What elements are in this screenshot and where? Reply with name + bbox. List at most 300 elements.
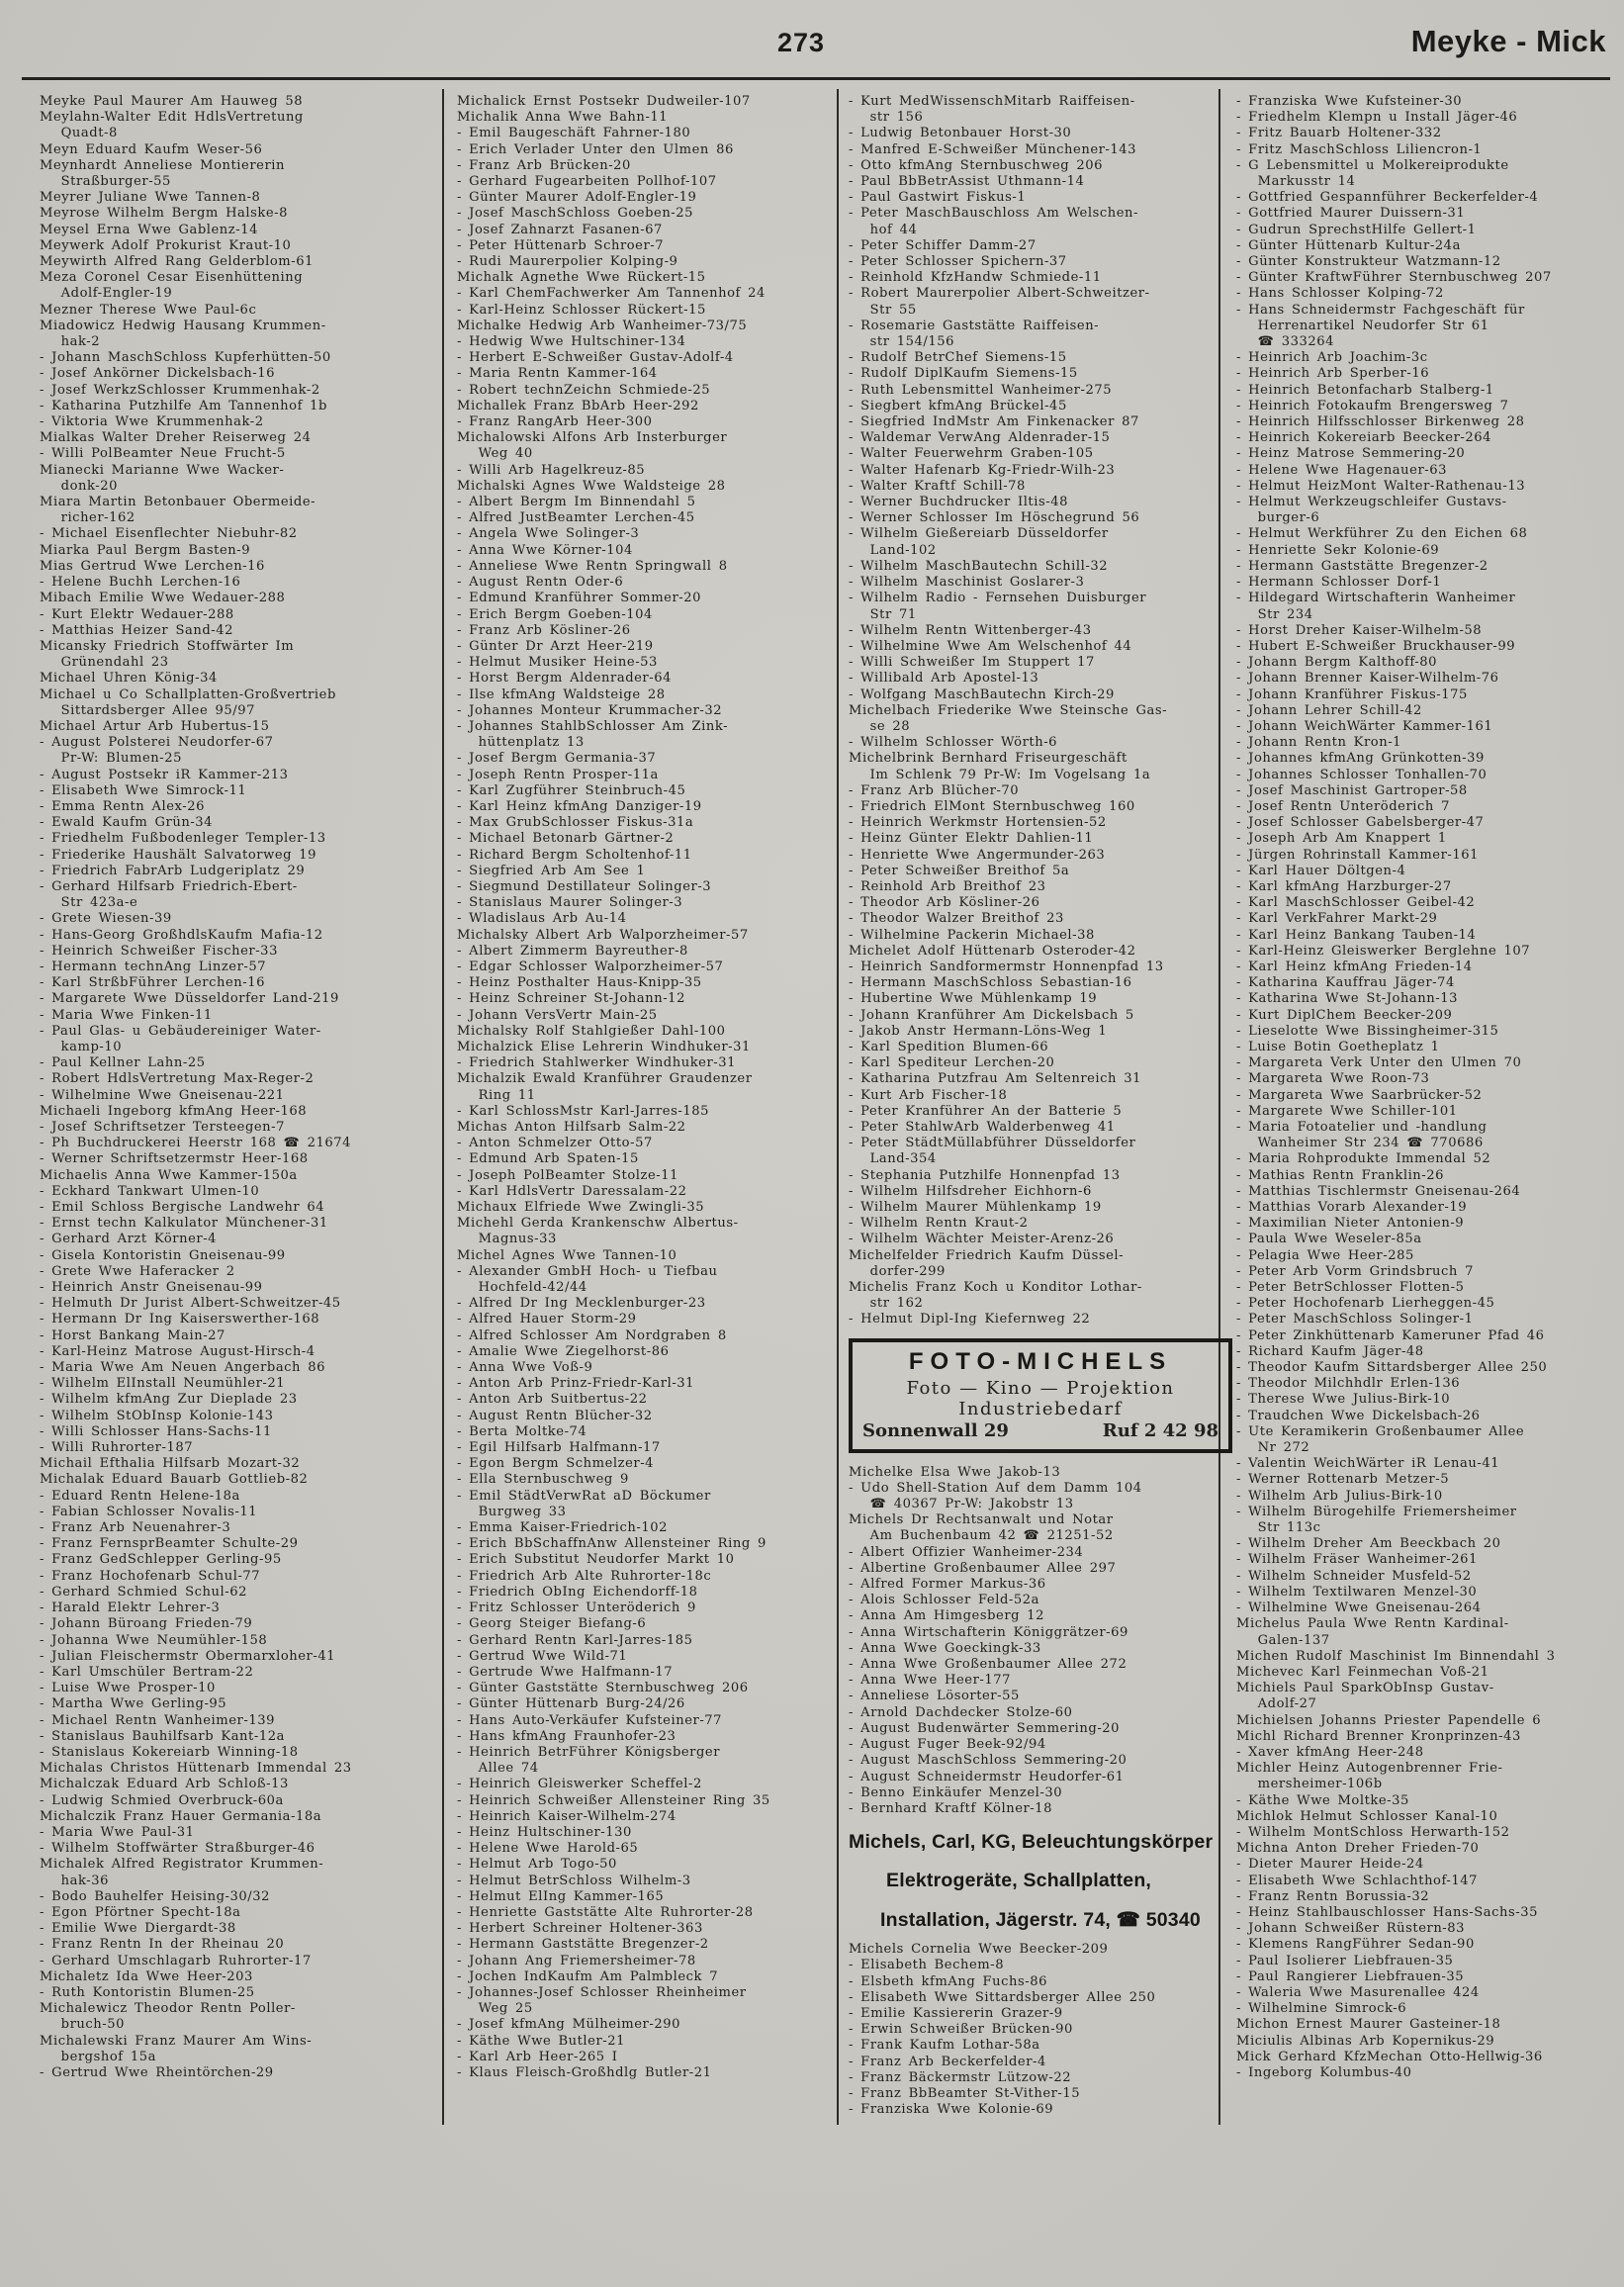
- directory-entry: - Albert Zimmerm Bayreuther-8: [457, 943, 688, 959]
- directory-entry: - Johann Bergm Kalthoff-80: [1236, 655, 1438, 671]
- directory-entry: - Traudchen Wwe Dickelsbach-26: [1236, 1408, 1481, 1423]
- directory-entry: - Siegfried Arb Am See 1: [457, 863, 646, 878]
- directory-entry: - Siegfried IndMstr Am Finkenacker 87: [849, 414, 1139, 430]
- directory-entry: - Ruth Kontoristin Blumen-25: [40, 1984, 255, 2000]
- directory-entry: - Heinrich Arb Joachim-3c: [1236, 350, 1428, 366]
- directory-entry: - Wilhelm Rentn Wittenberger-43: [849, 622, 1092, 638]
- directory-entry: - Katharina Kauffrau Jäger-74: [1236, 975, 1455, 991]
- directory-entry: - Henriette Sekr Kolonie-69: [1236, 542, 1440, 558]
- directory-entry: - Gertrud Wwe Rheintörchen-29: [40, 2064, 274, 2080]
- directory-entry: Michevec Karl Feinmechan Voß-21: [1236, 1664, 1489, 1680]
- directory-entry: - Heinrich Hilfsschlosser Birkenweg 28: [1236, 414, 1525, 430]
- directory-entry: - Johannes kfmAng Grünkotten-39: [1236, 751, 1485, 767]
- directory-entry: - Heinz Günter Elektr Dahlien-11: [849, 831, 1094, 847]
- directory-entry: - Wilhelm ElInstall Neumühler-21: [40, 1376, 286, 1392]
- ad-subtitle: Foto — Kino — Projektion: [906, 1377, 1175, 1399]
- directory-entry: - Fritz Schlosser Unteröderich 9: [457, 1601, 696, 1616]
- directory-entry: Michalczik Franz Hauer Germania-18a: [40, 1808, 322, 1824]
- directory-entry: - Margareta Wwe Saarbrücker-52: [1236, 1087, 1483, 1103]
- directory-entry: - Heinrich Betonfacharb Stalberg-1: [1236, 382, 1494, 398]
- directory-entry: richer-162: [40, 510, 135, 526]
- directory-entry: Michalzik Ewald Kranführer Graudenzer: [457, 1071, 753, 1087]
- directory-entry: Michler Heinz Autogenbrenner Frie-: [1236, 1761, 1503, 1777]
- directory-entry: Michalski Agnes Wwe Waldsteige 28: [457, 478, 726, 494]
- directory-column-3: [849, 94, 1236, 2118]
- directory-entry: - Peter Hüttenarb Schroer-7: [457, 237, 665, 253]
- directory-entry: - Johannes Schlosser Tonhallen-70: [1236, 767, 1488, 782]
- directory-entry: Quadt-8: [40, 126, 118, 141]
- directory-entry: - Theodor Kaufm Sittardsberger Allee 250: [1236, 1360, 1548, 1376]
- directory-entry: - Heinrich Werkmstr Hortensien-52: [849, 815, 1107, 831]
- directory-entry: - Peter Schlosser Spichern-37: [849, 254, 1067, 270]
- directory-entry: - Wilhelm MaschBautechn Schill-32: [849, 558, 1109, 574]
- ad-phone: Ruf 2 42 98: [1102, 1419, 1218, 1441]
- directory-entry: - Hermann technAng Linzer-57: [40, 959, 267, 974]
- directory-entry: - Johann VersVertr Main-25: [457, 1007, 658, 1023]
- directory-entry: - Margareta Verk Unter den Ulmen 70: [1236, 1055, 1522, 1071]
- directory-entry: - Emil StädtVerwRat aD Böckumer: [457, 1488, 711, 1504]
- directory-entry: - August MaschSchloss Semmering-20: [849, 1753, 1128, 1769]
- directory-entry: - Gudrun SprechstHilfe Gellert-1: [1236, 222, 1477, 237]
- directory-entry: str 154/156: [849, 334, 954, 350]
- directory-entry: - Josef kfmAng Mülheimer-290: [457, 2017, 680, 2033]
- directory-entry: - Rosemarie Gaststätte Raiffeisen-: [849, 318, 1100, 333]
- directory-entry: - Stephania Putzhilfe Honnenpfad 13: [849, 1167, 1121, 1183]
- directory-entry: - Josef Zahnarzt Fasanen-67: [457, 222, 663, 237]
- directory-entry: Herrenartikel Neudorfer Str 61: [1236, 318, 1489, 333]
- directory-entry: - Elisabeth Wwe Schlachthof-147: [1236, 1873, 1479, 1888]
- directory-entry: - Gisela Kontoristin Gneisenau-99: [40, 1247, 286, 1263]
- directory-entry: - Horst Bankang Main-27: [40, 1327, 226, 1343]
- directory-entry: - Peter BetrSchlosser Flotten-5: [1236, 1280, 1465, 1296]
- directory-entry: - Michael Rentn Wanheimer-139: [40, 1712, 275, 1728]
- directory-entry: - Helene Wwe Hagenauer-63: [1236, 462, 1447, 478]
- directory-entry: - Bernhard Kraftf Kölner-18: [849, 1800, 1053, 1816]
- directory-entry: - Gertrud Wwe Wild-71: [457, 1648, 628, 1664]
- directory-entry: - Johann Kranführer Fiskus-175: [1236, 686, 1468, 702]
- directory-entry: - Henriette Gaststätte Alte Ruhrorter-28: [457, 1904, 754, 1920]
- directory-entry: - Paul Rangierer Liebfrauen-35: [1236, 1968, 1465, 1984]
- directory-entry: - Johannes-Josef Schlosser Rheinheimer: [457, 1984, 747, 2000]
- directory-entry: Michalek Alfred Registrator Krummen-: [40, 1857, 324, 1873]
- directory-entry: - Lieselotte Wwe Bissingheimer-315: [1236, 1023, 1499, 1039]
- directory-entry: - Siegbert kfmAng Brückel-45: [849, 398, 1067, 413]
- directory-entry: - Johanna Wwe Neumühler-158: [40, 1632, 268, 1648]
- directory-entry: - Günter Maurer Adolf-Engler-19: [457, 190, 697, 206]
- directory-entry: - Josef Schlosser Gabelsberger-47: [1236, 815, 1485, 831]
- directory-entry: - Matthias Vorarb Alexander-19: [1236, 1200, 1468, 1216]
- directory-entry: - Elsbeth kfmAng Fuchs-86: [849, 1973, 1048, 1989]
- directory-entry: - Ph Buchdruckerei Heerstr 168 ☎ 21674: [40, 1136, 352, 1151]
- directory-entry: - Ingeborg Kolumbus-40: [1236, 2064, 1412, 2080]
- directory-entry: - Katharina Wwe St-Johann-13: [1236, 991, 1458, 1007]
- directory-entry: - Alexander GmbH Hoch- u Tiefbau: [457, 1263, 718, 1279]
- directory-entry: - Reinhold KfzHandw Schmiede-11: [849, 270, 1102, 286]
- directory-entry: - Karl Umschüler Bertram-22: [40, 1664, 254, 1680]
- directory-entry: - Walter Feuerwehrm Graben-105: [849, 446, 1094, 462]
- directory-entry: - Michael Betonarb Gärtner-2: [457, 831, 675, 847]
- directory-entry: - Karl ChemFachwerker Am Tannenhof 24: [457, 286, 766, 302]
- directory-entry: Michael u Co Schallplatten-Großvertrieb: [40, 686, 336, 702]
- directory-entry: - Valentin WeichWärter iR Lenau-41: [1236, 1456, 1500, 1472]
- directory-entry: - Josef Maschinist Gartroper-58: [1236, 782, 1468, 798]
- directory-entry: - Anna Wwe Goeckingk-33: [849, 1640, 1041, 1656]
- directory-entry: - Peter Schiffer Damm-27: [849, 237, 1037, 253]
- directory-entry: - Wilhelm kfmAng Zur Dieplade 23: [40, 1392, 298, 1408]
- directory-entry: - Friedhelm Fußbodenleger Templer-13: [40, 831, 326, 847]
- directory-entry: - Willibald Arb Apostel-13: [849, 671, 1039, 686]
- directory-entry: Str 113c: [1236, 1520, 1321, 1536]
- directory-entry: - Maria Fotoatelier und -handlung: [1236, 1120, 1488, 1135]
- directory-entry: - Karl MaschSchlosser Geibel-42: [1236, 895, 1476, 911]
- directory-entry: - Karl-Heinz Schlosser Rückert-15: [457, 302, 706, 318]
- michels-carl-inline-ad: [849, 1831, 1236, 1932]
- directory-entry: mersheimer-106b: [1236, 1777, 1383, 1792]
- directory-entry: - Otto kfmAng Sternbuschweg 206: [849, 157, 1104, 173]
- directory-entry: Michen Rudolf Maschinist Im Binnendahl 3: [1236, 1648, 1556, 1664]
- directory-entry: Michelis Franz Koch u Konditor Lothar-: [849, 1280, 1142, 1296]
- directory-entry: - Kurt DiplChem Beecker-209: [1236, 1007, 1453, 1023]
- directory-entry: - Horst Dreher Kaiser-Wilhelm-58: [1236, 622, 1483, 638]
- directory-entry: - Emma Kaiser-Friedrich-102: [457, 1520, 669, 1536]
- directory-entry: Michaux Elfriede Wwe Zwingli-35: [457, 1200, 705, 1216]
- directory-entry: Magnus-33: [457, 1232, 557, 1247]
- directory-entry: - Wilhelmine Wwe Gneisenau-221: [40, 1087, 285, 1103]
- directory-entry: - Edgar Schlosser Walporzheimer-57: [457, 959, 724, 974]
- directory-entry: - Siegmund Destillateur Solinger-3: [457, 878, 712, 894]
- directory-entry: - Wilhelm MontSchloss Herwarth-152: [1236, 1824, 1510, 1840]
- directory-entry: - Karl-Heinz Gleiswerker Berglehne 107: [1236, 943, 1531, 959]
- directory-entry: - Jürgen Rohrinstall Kammer-161: [1236, 847, 1480, 863]
- directory-entry: - Heinrich BetrFührer Königsberger: [457, 1744, 721, 1760]
- directory-entry: - Erich BbSchaffnAnw Allensteiner Ring 9: [457, 1536, 767, 1552]
- directory-entry: Michels Cornelia Wwe Beecker-209: [849, 1942, 1109, 1958]
- directory-entry: - Matthias Heizer Sand-42: [40, 622, 233, 638]
- directory-entry: - Johannes Monteur Krummacher-32: [457, 702, 723, 718]
- directory-entry: - Ludwig Schmied Overbruck-60a: [40, 1792, 284, 1808]
- directory-entry: - Edmund Kranführer Sommer-20: [457, 591, 702, 606]
- directory-entry: - Heinrich Kokereiarb Beecker-264: [1236, 430, 1492, 446]
- directory-entry: - Wilhelmine Simrock-6: [1236, 2001, 1407, 2017]
- directory-entry: - Friederike Haushält Salvatorweg 19: [40, 847, 317, 863]
- directory-entry: - Anneliese Lösorter-55: [849, 1689, 1020, 1704]
- directory-entry: - Franz GedSchlepper Gerling-95: [40, 1552, 282, 1568]
- directory-entry: - Erich Bergm Goeben-104: [457, 606, 653, 622]
- directory-entry: - Gerhard Hilfsarb Friedrich-Ebert-: [40, 878, 298, 894]
- directory-entry: - Michael Eisenflechter Niebuhr-82: [40, 526, 298, 542]
- directory-entry: - Johann Rentn Kron-1: [1236, 735, 1402, 751]
- directory-entry: hak-36: [40, 1873, 109, 1888]
- directory-entry: - August Fuger Beek-92/94: [849, 1737, 1046, 1753]
- directory-entry: - Maria Rentn Kammer-164: [457, 366, 658, 382]
- directory-entry: Michalsky Albert Arb Walporzheimer-57: [457, 927, 749, 943]
- directory-entry: - Wilhelm Radio - Fernsehen Duisburger: [849, 591, 1147, 606]
- directory-entry: - Stanislaus Bauhilfsarb Kant-12a: [40, 1728, 285, 1744]
- directory-entry: Michalowski Alfons Arb Insterburger: [457, 430, 728, 446]
- directory-entry: - Friedrich ElMont Sternbuschweg 160: [849, 798, 1135, 814]
- directory-entry: Ring 11: [457, 1087, 536, 1103]
- directory-entry: - Franz Arb Blücher-70: [849, 782, 1020, 798]
- inline-ad-line: Installation, Jägerstr. 74, ☎ 50340: [880, 1909, 1201, 1932]
- directory-entry: - Wilhelm Maschinist Goslarer-3: [849, 575, 1085, 591]
- directory-entry: Nr 272: [1236, 1440, 1310, 1456]
- directory-entry: - Angela Wwe Solinger-3: [457, 526, 640, 542]
- directory-entry: - Gottfried Gespannführer Beckerfelder-4: [1236, 190, 1539, 206]
- directory-entry: Michael Uhren König-34: [40, 671, 218, 686]
- directory-entry: Meylahn-Walter Edit HdlsVertretung: [40, 110, 304, 126]
- directory-entry: - Peter Hochofenarb Lierheggen-45: [1236, 1296, 1495, 1312]
- directory-entry: - Kurt Arb Fischer-18: [849, 1087, 1008, 1103]
- directory-entry: - Werner Schlosser Im Höschegrund 56: [849, 510, 1140, 526]
- directory-entry: - Reinhold Arb Breithof 23: [849, 878, 1046, 894]
- directory-entry: - Franz BbBeamter St-Vither-15: [849, 2085, 1081, 2101]
- directory-entry: Mick Gerhard KfzMechan Otto-Hellwig-36: [1236, 2049, 1543, 2064]
- directory-entry: - Walter Kraftf Schill-78: [849, 478, 1026, 494]
- ad-subtitle: Industriebedarf: [958, 1398, 1123, 1419]
- directory-entry: - Joseph Arb Am Knappert 1: [1236, 831, 1447, 847]
- directory-entry: - Wilhelm Wächter Meister-Arenz-26: [849, 1232, 1115, 1247]
- directory-entry: - Kurt Elektr Wedauer-288: [40, 606, 234, 622]
- directory-entry: Michalk Agnethe Wwe Rückert-15: [457, 270, 706, 286]
- directory-entry: - Willi Schlosser Hans-Sachs-11: [40, 1423, 272, 1439]
- directory-entry: Michalzick Elise Lehrerin Windhuker-31: [457, 1039, 751, 1054]
- directory-entry: - Maximilian Nieter Antonien-9: [1236, 1216, 1465, 1232]
- directory-entry: - Anton Arb Prinz-Friedr-Karl-31: [457, 1376, 695, 1392]
- directory-entry: - Peter MaschBauschloss Am Welschen-: [849, 206, 1138, 222]
- directory-entry: - Waleria Wwe Masurenallee 424: [1236, 1984, 1480, 2000]
- directory-entry: Michalke Hedwig Arb Wanheimer-73/75: [457, 318, 748, 333]
- directory-entry: - Friedrich FabrArb Ludgeriplatz 29: [40, 863, 306, 878]
- directory-entry: - Gerhard Umschlagarb Ruhrorter-17: [40, 1953, 312, 1968]
- directory-entry: Burgweg 33: [457, 1504, 567, 1519]
- directory-entry: - Peter Zinkhüttenarb Kameruner Pfad 46: [1236, 1327, 1545, 1343]
- directory-entry: - Joseph Rentn Prosper-11a: [457, 767, 659, 782]
- directory-entry: Adolf-27: [1236, 1696, 1317, 1712]
- directory-entry: - Johann Schweißer Rüstern-83: [1236, 1921, 1466, 1937]
- directory-entry: - Gerhard Schmied Schul-62: [40, 1584, 247, 1600]
- directory-entry: - Karl VerkFahrer Markt-29: [1236, 911, 1438, 927]
- directory-entry: Michalick Ernst Postsekr Dudweiler-107: [457, 94, 751, 109]
- directory-entry: - Heinrich Arb Sperber-16: [1236, 366, 1430, 382]
- directory-entry: - Franz Arb Kösliner-26: [457, 622, 631, 638]
- directory-entry: - Wilhelm Dreher Am Beeckbach 20: [1236, 1536, 1501, 1552]
- directory-entry: - Helmut Werkzeugschleifer Gustavs-: [1236, 495, 1507, 510]
- directory-entry: - Herbert Schreiner Holtener-363: [457, 1921, 703, 1937]
- directory-entry: Miciulis Albinas Arb Kopernikus-29: [1236, 2033, 1495, 2049]
- directory-entry: Galen-137: [1236, 1632, 1330, 1648]
- directory-entry: - Grete Wwe Haferacker 2: [40, 1263, 235, 1279]
- directory-entry: - Johann Ang Friemersheimer-78: [457, 1953, 696, 1968]
- directory-entry: Wanheimer Str 234 ☎ 770686: [1236, 1136, 1484, 1151]
- directory-entry: - Helmut Arb Togo-50: [457, 1857, 617, 1873]
- directory-entry: Meywirth Alfred Rang Gelderblom-61: [40, 254, 314, 270]
- directory-entry: - Werner Rottenarb Metzer-5: [1236, 1472, 1450, 1488]
- directory-entry: - Ruth Lebensmittel Wanheimer-275: [849, 382, 1113, 398]
- directory-entry: - Josef WerkzSchlosser Krummenhak-2: [40, 382, 320, 398]
- directory-entry: Michalak Eduard Bauarb Gottlieb-82: [40, 1472, 309, 1488]
- directory-entry: - Willi Arb Hagelkreuz-85: [457, 462, 646, 478]
- ad-contact-row: [862, 1420, 1218, 1441]
- directory-entry: Michael Artur Arb Hubertus-15: [40, 718, 270, 734]
- directory-entry: - Heinrich Anstr Gneisenau-99: [40, 1280, 263, 1296]
- directory-entry: - Rudolf BetrChef Siemens-15: [849, 350, 1067, 366]
- directory-entry: - Emilie Kassiererin Grazer-9: [849, 2005, 1063, 2021]
- directory-entry: - Heinz Posthalter Haus-Knipp-35: [457, 975, 702, 991]
- directory-entry: - Günter Hüttenarb Burg-24/26: [457, 1696, 685, 1712]
- directory-entry: - Peter Kranführer An der Batterie 5: [849, 1103, 1123, 1119]
- directory-entry: - Margarete Wwe Schiller-101: [1236, 1103, 1458, 1119]
- directory-entry: - Eduard Rentn Helene-18a: [40, 1488, 240, 1504]
- directory-entry: - Horst Bergm Aldenrader-64: [457, 671, 672, 686]
- directory-entry: - Hedwig Wwe Hultschiner-134: [457, 334, 686, 350]
- directory-entry: - Hermann Gaststätte Bregenzer-2: [1236, 558, 1489, 574]
- directory-entry: ☎ 40367 Pr-W: Jakobstr 13: [849, 1497, 1074, 1512]
- directory-entry: - Berta Moltke-74: [457, 1423, 587, 1439]
- directory-entry: - Anna Wwe Voß-9: [457, 1360, 593, 1376]
- directory-entry: - Franz RangArb Heer-300: [457, 414, 653, 430]
- directory-entry: - Wilhelm Textilwaren Menzel-30: [1236, 1584, 1478, 1600]
- directory-entry: - Ludwig Betonbauer Horst-30: [849, 126, 1072, 141]
- directory-entry: Meynhardt Anneliese Montiererin: [40, 157, 285, 173]
- directory-entry: Michalewicz Theodor Rentn Poller-: [40, 2001, 296, 2017]
- directory-entry: Str 423a-e: [40, 895, 138, 911]
- directory-entry: Michaelis Anna Wwe Kammer-150a: [40, 1167, 298, 1183]
- directory-entry: - Heinrich Sandformermstr Honnenpfad 13: [849, 959, 1164, 974]
- directory-entry: Michaeli Ingeborg kfmAng Heer-168: [40, 1103, 308, 1119]
- directory-entry: - Käthe Wwe Moltke-35: [1236, 1792, 1409, 1808]
- directory-entry: Michelfelder Friedrich Kaufm Düssel-: [849, 1247, 1125, 1263]
- directory-entry: - Helene Wwe Harold-65: [457, 1841, 639, 1857]
- directory-entry: - Hans kfmAng Fraunhofer-23: [457, 1728, 677, 1744]
- directory-entry: se 28: [849, 718, 911, 734]
- directory-entry: Michalewski Franz Maurer Am Wins-: [40, 2033, 313, 2049]
- directory-entry: - Rudi Maurerpolier Kolping-9: [457, 254, 678, 270]
- directory-entry: - Jochen IndKaufm Am Palmbleck 7: [457, 1968, 719, 1984]
- directory-entry: - Rudolf DiplKaufm Siemens-15: [849, 366, 1078, 382]
- directory-entry: Adolf-Engler-19: [40, 286, 173, 302]
- directory-entry: - Max GrubSchlosser Fiskus-31a: [457, 815, 694, 831]
- directory-column-4: [1236, 94, 1624, 2081]
- directory-entry: - Maria Wwe Finken-11: [40, 1007, 213, 1023]
- directory-entry: - Helmut Musiker Heine-53: [457, 655, 658, 671]
- directory-entry: - Elisabeth Wwe Sittardsberger Allee 250: [849, 1989, 1156, 2005]
- directory-entry: - Günter Konstrukteur Watzmann-12: [1236, 254, 1501, 270]
- directory-entry: - Günter Hüttenarb Kultur-24a: [1236, 237, 1461, 253]
- directory-entry: Michel Agnes Wwe Tannen-10: [457, 1247, 677, 1263]
- directory-entry: - Josef Bergm Germania-37: [457, 751, 657, 767]
- directory-entry: Meza Coronel Cesar Eisenhüttening: [40, 270, 304, 286]
- directory-entry: - Edmund Arb Spaten-15: [457, 1151, 639, 1167]
- directory-entry: - Josef MaschSchloss Goeben-25: [457, 206, 694, 222]
- directory-entry: - Helmut HeizMont Walter-Rathenau-13: [1236, 478, 1526, 494]
- directory-entry: - Hubertine Wwe Mühlenkamp 19: [849, 991, 1098, 1007]
- directory-entry: - Margareta Wwe Roon-73: [1236, 1071, 1430, 1087]
- directory-entry: - Eckhard Tankwart Ulmen-10: [40, 1183, 260, 1199]
- directory-entry: - Alfred Hauer Storm-29: [457, 1312, 637, 1327]
- directory-entry: Miarka Paul Bergm Basten-9: [40, 542, 251, 558]
- directory-entry: - Emma Rentn Alex-26: [40, 798, 205, 814]
- directory-column-2: [457, 94, 845, 2081]
- directory-entry: Im Schlenk 79 Pr-W: Im Vogelsang 1a: [849, 767, 1151, 782]
- directory-entry: - Theodor Milchhdlr Erlen-136: [1236, 1376, 1461, 1392]
- directory-entry: - Franz Arb Brücken-20: [457, 157, 631, 173]
- directory-entry: - Heinz Schreiner St-Johann-12: [457, 991, 685, 1007]
- directory-entry: - Günter KraftwFührer Sternbuschweg 207: [1236, 270, 1552, 286]
- directory-entry: - Albert Bergm Im Binnendahl 5: [457, 495, 696, 510]
- directory-entry: - Anna Wwe Großenbaumer Allee 272: [849, 1657, 1128, 1673]
- directory-entry: Land-102: [849, 542, 937, 558]
- directory-entry: - Arnold Dachdecker Stolze-60: [849, 1704, 1073, 1720]
- directory-entry: - Heinrich Schweißer Fischer-33: [40, 943, 278, 959]
- directory-entry: - Ernst techn Kalkulator Münchener-31: [40, 1216, 328, 1232]
- directory-entry: - Gerhard Arzt Körner-4: [40, 1232, 218, 1247]
- directory-entry: - Theodor Walzer Breithof 23: [849, 911, 1064, 927]
- directory-entry: - August Polsterei Neudorfer-67: [40, 735, 274, 751]
- directory-entry: - Helmut Werkführer Zu den Eichen 68: [1236, 526, 1528, 542]
- directory-entry: - Jakob Anstr Hermann-Löns-Weg 1: [849, 1023, 1108, 1039]
- directory-entry: - Hermann Dr Ing Kaiserswerther-168: [40, 1312, 320, 1327]
- directory-entry: Pr-W: Blumen-25: [40, 751, 182, 767]
- directory-entry: kamp-10: [40, 1039, 123, 1054]
- directory-entry: - Anna Wwe Körner-104: [457, 542, 633, 558]
- directory-entry: Mibach Emilie Wwe Wedauer-288: [40, 591, 286, 606]
- directory-entry: - Ute Keramikerin Großenbaumer Allee: [1236, 1423, 1525, 1439]
- directory-entry: - Amalie Wwe Ziegelhorst-86: [457, 1343, 670, 1359]
- directory-entry: - Heinz Matrose Semmering-20: [1236, 446, 1466, 462]
- directory-entry: - Gerhard Rentn Karl-Jarres-185: [457, 1632, 693, 1648]
- directory-entry: - Gottfried Maurer Duissern-31: [1236, 206, 1466, 222]
- directory-entry: - Wilhelm Gießereiarb Düsseldorfer: [849, 526, 1109, 542]
- directory-entry: - Johann Büroang Frieden-79: [40, 1616, 253, 1632]
- directory-entry: Meyn Eduard Kaufm Weser-56: [40, 141, 263, 157]
- directory-entry: - Gertrude Wwe Halfmann-17: [457, 1664, 674, 1680]
- directory-entry: - Wolfgang MaschBautechn Kirch-29: [849, 686, 1115, 702]
- directory-entry: - Emilie Wwe Diergardt-38: [40, 1921, 236, 1937]
- directory-entry: hof 44: [849, 222, 918, 237]
- directory-entry: - Paula Wwe Weseler-85a: [1236, 1232, 1422, 1247]
- directory-entry: - Helmuth Dr Jurist Albert-Schweitzer-45: [40, 1296, 341, 1312]
- directory-entry: - Anneliese Wwe Rentn Springwall 8: [457, 558, 728, 574]
- directory-entry: - Anna Am Himgesberg 12: [849, 1608, 1045, 1624]
- directory-entry: - Helene Buchh Lerchen-16: [40, 575, 241, 591]
- directory-entry: - Martha Wwe Gerling-95: [40, 1696, 227, 1712]
- directory-entry: Land-354: [849, 1151, 937, 1167]
- directory-entry: - Franz Rentn Borussia-32: [1236, 1888, 1430, 1904]
- directory-entry: - Fabian Schlosser Novalis-11: [40, 1504, 258, 1519]
- directory-entry: - Willi Ruhrorter-187: [40, 1440, 194, 1456]
- directory-entry: - Pelagia Wwe Heer-285: [1236, 1247, 1414, 1263]
- directory-entry: - Johannes StahlbSchlosser Am Zink-: [457, 718, 729, 734]
- directory-entry: Meysel Erna Wwe Gablenz-14: [40, 222, 258, 237]
- directory-entry: - Stanislaus Kokereiarb Winning-18: [40, 1744, 299, 1760]
- directory-entry: - Kurt MedWissenschMitarb Raiffeisen-: [849, 94, 1135, 109]
- header-rule: [22, 77, 1610, 80]
- directory-entry: - Peter MaschSchloss Solinger-1: [1236, 1312, 1474, 1327]
- directory-entry: - Helmut BetrSchloss Wilhelm-3: [457, 1873, 691, 1888]
- directory-entry: - August Rentn Blücher-32: [457, 1408, 653, 1423]
- directory-entry: Mialkas Walter Dreher Reiserweg 24: [40, 430, 312, 446]
- directory-entry: - Johann Lehrer Schill-42: [1236, 702, 1422, 718]
- directory-entry: - Egon Pförtner Specht-18a: [40, 1904, 241, 1920]
- directory-entry: - Mathias Rentn Franklin-26: [1236, 1167, 1445, 1183]
- directory-entry: - Karl Arb Heer-265 I: [457, 2049, 618, 2064]
- directory-entry: - Franz Arb Beckerfelder-4: [849, 2054, 1046, 2069]
- directory-entry: - Wilhelm Schlosser Wörth-6: [849, 735, 1058, 751]
- directory-entry: Michon Ernest Maurer Gasteiner-18: [1236, 2017, 1501, 2033]
- directory-entry: - Karl Hauer Döltgen-4: [1236, 863, 1406, 878]
- directory-entry: Michelet Adolf Hüttenarb Osteroder-42: [849, 943, 1136, 959]
- directory-entry: - Günter Dr Arzt Heer-219: [457, 638, 654, 654]
